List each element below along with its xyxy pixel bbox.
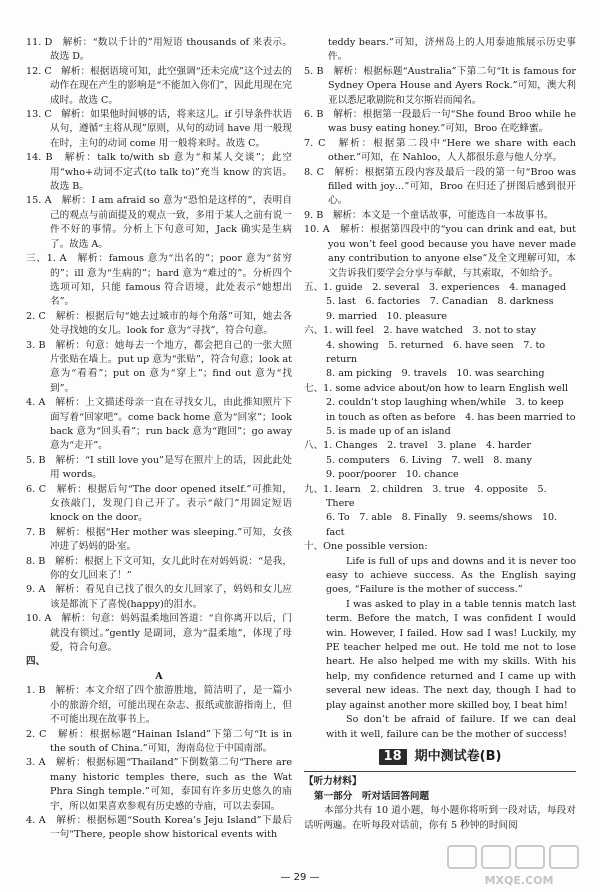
essay-paragraph: Life is full of ups and downs and it is never too easy to achieve success. As the English saying goes, “Failure is the mother of success.” — [326, 555, 576, 596]
answer-item: 11. D 解析：“数以千计的”用短语 thousands of 来表示。故选 D。 — [26, 37, 292, 63]
answer-item: 7. B 解析：根据“Her mother was sleeping.”可知，女孩冲进了妈妈的卧室。 — [26, 526, 292, 553]
exercise-6-row: 六、1. will feel 2. have watched 3. not to stay — [304, 325, 537, 337]
exercise-8-row: 八、1. Changes 2. travel 3. plane 4. harder — [304, 440, 531, 452]
answer-item: 4. A 解析：根据标题“South Korea’s Jeju Island”下最后一句“There, people show historical events with — [26, 814, 292, 841]
answer-item: 15. A 解析：I am afraid so 意为“恐怕是这样的”，表明自己的观点与前面提及的观点一致，多用于某人之前有说一件不好的事情。分析上下句意可知，Jack 确实是生病了。故选 A。 — [26, 195, 292, 250]
answer-item: 7. C 解析：根据第二段中“Here we share with each other.”可知，在 Nahloo，人人都很乐意与他人分享。 — [304, 137, 576, 164]
divider — [304, 771, 576, 772]
page-number: — 29 — — [280, 872, 320, 883]
exercise-6-row: 8. am picking 9. travels 10. was searching — [326, 368, 545, 380]
exercise-6-row: 4. showing 5. returned 6. have seen 7. to return — [326, 339, 546, 365]
answer-item: 10. A 解析：根据第四段中的“you can drink and eat, but you won’t feel good because you have never made any contribution to anyone else”及全文理解可知，本文告诉我们要学会分享与奉献，与其索取，不如给予。 — [304, 224, 576, 279]
answer-item: 5. B 解析：根据标题“Australia”下第二句“It is famous for Sydney Opera House and Ayers Rock.”可知，澳大利亚以悉尼歌剧院和艾尔斯岩而闻名。 — [304, 65, 576, 106]
watermark-text: MXQE.COM — [484, 874, 554, 887]
right-column — [304, 36, 586, 833]
exercise-9-row: 6. To 7. able 8. Finally 9. seems/shows 10. fact — [326, 512, 558, 538]
watermark-logo — [444, 842, 594, 888]
answer-item: 10. A 解析：句意：妈妈温柔地回答道：“自你离开以后，门就没有锁过。”gently 是副词，意为“温柔地”，体现了母爱，符合句意。 — [26, 613, 292, 654]
exercise-5-row: 5. last 6. factories 7. Canadian 8. darkness — [326, 296, 554, 308]
answer-item: 8. C 解析：根据第五段内容及最后一段的第一句“Broo was filled with joy…”可知，Broo 在归还了拼图后感到很开心。 — [304, 166, 576, 207]
answer-item: 3. A 解析：根据标题“Thailand”下倒数第二句“There are many historic temples there, such as the Wat Phra Singh temple.”可知，泰国有许多历史悠久的庙宇，所以如果喜欢参观有历史感的寺庙，可以去泰国。 — [26, 757, 292, 812]
answer-item: 13. C 解析：如果他时间够的话，将来这儿。if 引导条件状语从句，遵循“主将从现”原则，从句的动词 have 用一般现在时，主句的动词 come 用一般将来时。故选 C。 — [26, 109, 292, 149]
answer-continuation: teddy bears.”可知，济州岛上的人用泰迪熊展示历史事件。 — [328, 37, 576, 63]
exercise-9-row: 九、1. learn 2. children 3. true 4. opposite 5. There — [304, 483, 547, 509]
essay-paragraph: So don’t be afraid of failure. If we can deal with it well, failure can be the mother of success! — [326, 714, 576, 740]
exercise-8-row: 5. computers 6. Living 7. well 8. many — [326, 454, 532, 466]
answer-item: 9. A 解析：看见自己找了很久的女儿回家了，妈妈和女儿应该是都流下了喜悦(happy)的泪水。 — [26, 584, 292, 610]
exercise-5-row: 9. married 10. pleasure — [326, 310, 447, 322]
sample-essay — [304, 555, 576, 742]
test-title — [304, 749, 576, 765]
answer-item: 2. C 解析：根据标题“Hainan Island”下第二句“It is in the south of China.”可知，海南岛位于中国南部。 — [26, 728, 292, 754]
exercise-7-row: 七、1. some advice about/on how to learn English well — [304, 382, 569, 394]
section-heading: 四、 — [26, 656, 46, 668]
listening-part: 第一部分 听对话回答问题 — [314, 790, 430, 802]
answer-item: 6. B 解析：根据第一段最后一句“She found Broo while he was busy eating honey.”可知，Broo 在吃蜂蜜。 — [304, 109, 576, 135]
test-title-text: 期中测试卷(B) — [414, 748, 502, 764]
answer-item: 三、1. A 解析：famous 意为“出名的”；poor 意为“贫穷的”；ill 意为“生病的”；hard 意为“难过的”。分析四个选项可知，只能 famous 符合语境，此处表示“她想出名”。 — [26, 253, 292, 308]
answer-item: 9. B 解析：本文是一个童话故事，可能选自一本故事书。 — [304, 209, 554, 221]
answer-item: 6. C 解析：根据后句“The door opened itself.”可推知，女孩敲门，发现门自己开了。表示“敲门”用固定短语 knock on the door。 — [26, 483, 292, 524]
answer-item: 1. B 解析：本文介绍了四个旅游胜地，简洁明了，是一篇小小的旅游介绍，可能出现在杂志、报纸或旅游指南上，但不可能出现在故事书上。 — [26, 685, 292, 726]
answer-item: 5. B 解析：“I still love you”是写在照片上的话，因此此处用 words。 — [26, 454, 292, 481]
exercise-5-row: 五、1. guide 2. several 3. experiences 4. managed — [304, 281, 567, 293]
answer-item: 8. B 解析：根据上下文可知，女儿此时在对妈妈说：“是我，你的女儿回来了！” — [26, 555, 292, 582]
listening-header: 【听力材料】 — [304, 776, 362, 788]
answer-item: 12. C 解析：根据语境可知，此空强调“还未完成”这个过去的动作在现在产生的影响是“不能加入你们”，因此用现在完成时。故选 C。 — [26, 65, 292, 106]
test-number-badge: 18 — [379, 749, 407, 765]
answer-item: 4. A 解析：上文描述母亲一直在寻找女儿，由此推知照片下面写着“回家吧”。come back home 意为“回家”；look back 意为“回头看”；run back 意为“跑回”；go away 意为“走开”。 — [26, 397, 292, 452]
exercise-10-heading: 十、One possible version: — [304, 541, 428, 553]
exercise-7-row: 2. couldn’t stop laughing when/while 3. to keep in touch as often as before 4. has been married to 5. is made up of an island — [326, 397, 586, 437]
left-column — [26, 36, 292, 843]
exercise-8-row: 9. poor/poorer 10. chance — [326, 469, 459, 481]
listening-intro: 本部分共有 10 道小题，每小题你将听到一段对话，每段对话听两遍。在听每段对话前，你有 5 秒钟的时间阅 — [304, 805, 576, 831]
essay-paragraph: I was asked to play in a table tennis match last term. Before the match, I was confident I would win. However, I failed. How sad I was! Luckily, my PE teacher helped me out. He told me not to lose heart. He also helped me with my skills. With his help, my confidence returned and I came up with several new ideas. The next day, though I had to play against another more skilled boy, I beat him! — [326, 598, 576, 711]
section-subheading: A — [155, 670, 163, 682]
answer-item: 2. C 解析：根据后句“她去过城市的每个角落”可知，她去各处寻找她的女儿。look for 意为“寻找”，符合句意。 — [26, 310, 292, 337]
answer-item: 14. B 解析：talk to/with sb 意为“和某人交谈”；此空用“who+动词不定式(to talk to)”充当 know 的宾语。故选 B。 — [26, 152, 292, 193]
answer-item: 3. B 解析：句意：她每去一个地方，都会把自己的一张大照片张贴在墙上。put up 意为“张贴”，符合句意；look at 意为“看看”；put on 意为“穿上”；find out 意为“找到”。 — [26, 339, 292, 394]
